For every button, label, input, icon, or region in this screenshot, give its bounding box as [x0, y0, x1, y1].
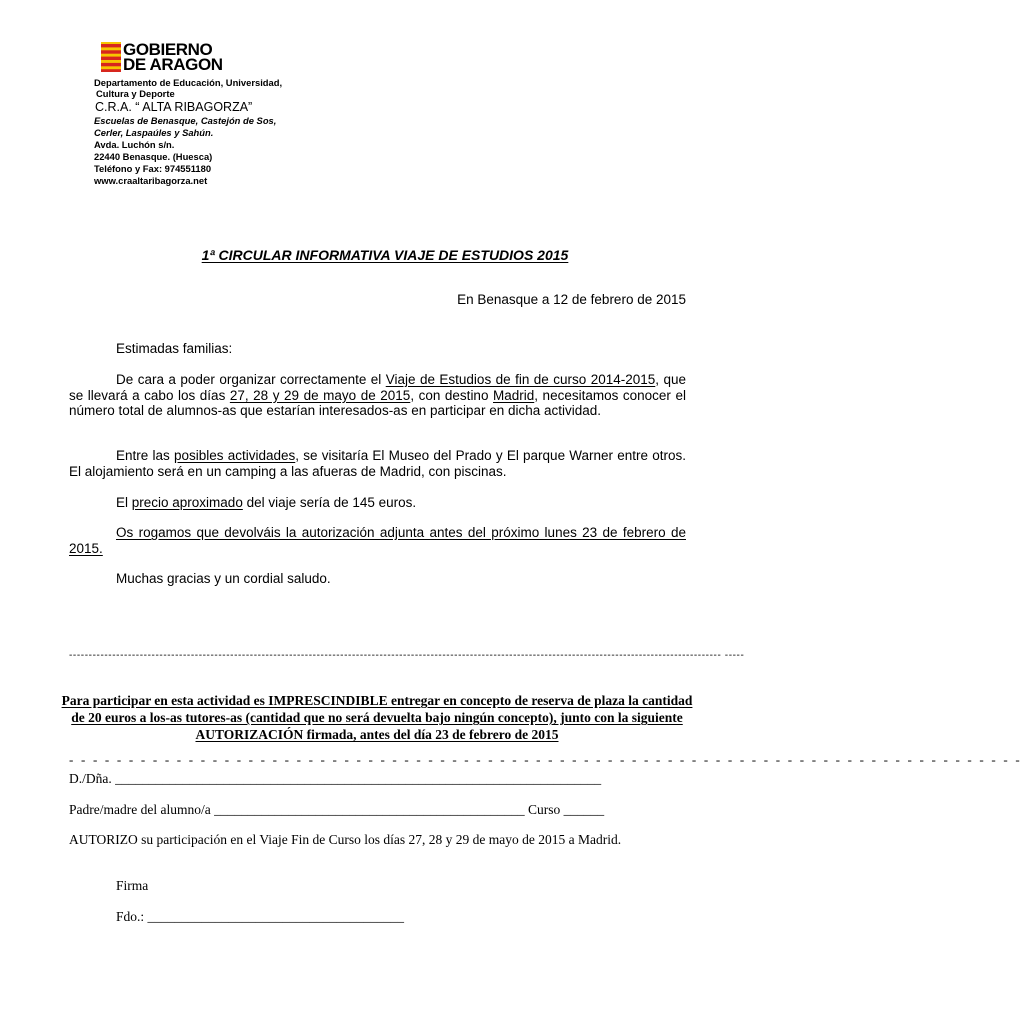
- paragraph-1: [69, 372, 686, 419]
- p1-destination: Madrid: [493, 387, 535, 403]
- logo-text-line1: GOBIERNO: [123, 40, 213, 59]
- closing: Muchas gracias y un cordial saludo.: [116, 571, 331, 586]
- paragraph-4: [69, 525, 686, 556]
- name-field-line: D./Dña. ________________________________________________________________________: [69, 771, 602, 786]
- page-title: [0, 247, 770, 263]
- authorization-text: AUTORIZO su participación en el Viaje Fin de Curso los días 27, 28 y 29 de mayo de 2015 a Madrid.: [69, 832, 622, 847]
- p1-text-c: , con destino: [410, 387, 493, 403]
- department-line-1: Departamento de Educación, Universidad,: [94, 77, 283, 88]
- address-line-2: 22440 Benasque. (Huesca): [94, 151, 213, 162]
- school-name: C.R.A. “ ALTA RIBAGORZA”: [95, 100, 253, 114]
- website-line: www.craaltaribagorza.net: [94, 175, 208, 186]
- department-line-2: Cultura y Deporte: [96, 88, 175, 99]
- p1-text-a: De cara a poder organizar correctamente el: [116, 372, 386, 387]
- p1-trip-name: Viaje de Estudios de fin de curso 2014-2015: [385, 372, 656, 387]
- schools-line-1: Escuelas de Benasque, Castejón de Sos,: [94, 115, 277, 126]
- p2-activities: posibles actividades: [173, 448, 296, 463]
- p1-trip-dates: 27, 28 y 29 de mayo de 2015: [229, 387, 411, 403]
- signed-by-line: Fdo.: ______________________________________: [116, 909, 405, 924]
- paragraph-3: [69, 495, 686, 511]
- aragon-flag-icon: [101, 42, 121, 72]
- p3-text-b: del viaje sería de 145 euros.: [242, 495, 417, 510]
- form-separator: - - - - - - - - - - - - - - - - - - - - - - - - - - - - - - - - - - - - - - - - - - - - - - - - - - - - - - - - - - - - - - - - - - - - - - - - - - - - - - - -: [69, 752, 1022, 767]
- parent-field-line: Padre/madre del alumno/a ______________________________________________ Curso ______: [69, 802, 605, 817]
- gobierno-aragon-logo: [101, 41, 251, 75]
- date-line: En Benasque a 12 de febrero de 2015: [457, 292, 686, 307]
- greeting: Estimadas familias:: [116, 341, 233, 356]
- participation-notice: Para participar en esta actividad es IMPRESCINDIBLE entregar en concepto de reserva de plaza la cantidad de 20 euros a los-as tutores-as (cantidad que no será devuelta bajo ningún concepto), junto con la siguiente AUTORIZACIÓN firmada, antes del día 23 de febrero de 2015: [61, 693, 693, 742]
- p2-text-a: Entre las: [116, 448, 174, 463]
- cut-line: ---------------------------------------------------------------------------------------------------------------------------------------------------------------------- -----: [69, 650, 745, 661]
- title-text: 1ª CIRCULAR INFORMATIVA VIAJE DE ESTUDIOS 2015: [201, 247, 569, 263]
- address-line-1: Avda. Luchón s/n.: [94, 139, 175, 150]
- p3-price: precio aproximado: [131, 495, 243, 510]
- p1-text-b: , que se llevará a cabo los días: [69, 372, 686, 403]
- schools-line-2: Cerler, Laspaúles y Sahún.: [94, 127, 214, 138]
- paragraph-2: [69, 448, 686, 479]
- p1-text-d: , necesitamos conocer el número total de alumnos-as que estarían interesados-as en participar en dicha actividad.: [69, 387, 686, 418]
- address-line-3: Teléfono y Fax: 974551180: [94, 163, 212, 174]
- p3-text-a: El: [116, 495, 132, 510]
- logo-text-line2: DE ARAGON: [123, 55, 223, 74]
- p4-return-request: Os rogamos que devolváis la autorización adjunta antes del próximo lunes 23 de febrero de 2015.: [69, 525, 686, 556]
- p2-text-b: , se visitaría El Museo del Prado y El parque Warner entre otros. El alojamiento será en un camping a las afueras de Madrid, con piscinas.: [69, 448, 687, 479]
- signature-label: Firma: [116, 878, 149, 893]
